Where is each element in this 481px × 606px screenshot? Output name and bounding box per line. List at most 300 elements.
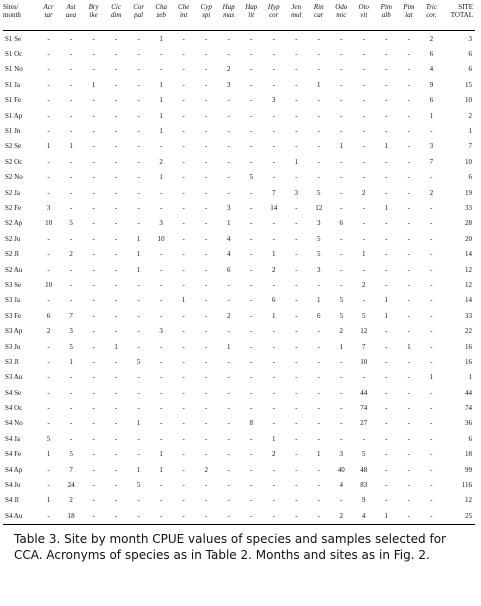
cpue-value-cell: - — [114, 111, 118, 120]
site-total-cell: 44 — [465, 388, 472, 397]
cpue-value-cell: 3 — [294, 188, 298, 197]
header-species-line: Jen — [291, 3, 302, 11]
cpue-value-cell: - — [430, 342, 433, 351]
site-month-cell: S3 Ju — [5, 342, 21, 351]
cpue-value-cell: 1 — [159, 173, 163, 182]
cpue-value-cell: - — [92, 450, 95, 459]
cpue-value-cell: - — [340, 203, 343, 212]
cpue-value-cell: 1 — [136, 234, 141, 243]
header-species — [105, 3, 128, 31]
cpue-value-cell: - — [340, 157, 343, 166]
header-species — [60, 3, 83, 31]
cpue-value-cell: - — [295, 465, 298, 474]
header-species-line: alb — [381, 11, 391, 19]
cpue-value-cell: 3 — [159, 219, 163, 228]
cpue-value-cell: - — [69, 173, 73, 182]
cpue-value-cell: - — [227, 434, 230, 443]
cpue-value-cell: 3 — [69, 327, 73, 336]
cpue-value-cell: - — [385, 34, 388, 43]
cpue-value-cell: 2 — [271, 450, 276, 459]
cpue-value-cell: - — [362, 234, 365, 243]
cpue-value-cell: - — [205, 127, 208, 136]
cpue-value-cell: 3 — [429, 142, 434, 151]
cpue-value-cell: - — [159, 496, 163, 505]
cpue-value-cell: - — [317, 96, 320, 105]
cpue-value-cell: - — [227, 127, 230, 136]
cpue-value-cell: - — [227, 327, 230, 336]
cpue-value-cell: 12 — [315, 203, 323, 212]
cpue-value-cell: 1 — [159, 34, 163, 43]
table-row — [3, 46, 475, 61]
cpue-value-cell: - — [92, 173, 95, 182]
cpue-value-cell: - — [295, 50, 298, 59]
cpue-value-cell: - — [340, 80, 343, 89]
cpue-value-cell: - — [137, 296, 140, 305]
cpue-value-cell: 1 — [159, 450, 163, 459]
cpue-value-cell: - — [362, 50, 365, 59]
cpue-value-cell: - — [430, 404, 433, 413]
cpue-value-cell: - — [92, 265, 95, 274]
cpue-value-cell: - — [295, 127, 298, 136]
cpue-value-cell: - — [430, 481, 433, 490]
cpue-value-cell: 5 — [317, 234, 321, 243]
cpue-value-cell: - — [295, 496, 298, 505]
cpue-value-cell: - — [340, 434, 343, 443]
cpue-value-cell: 40 — [337, 465, 345, 474]
cpue-value-cell: - — [407, 357, 410, 366]
cpue-value-cell: - — [272, 342, 275, 351]
site-total-cell: 36 — [465, 419, 472, 428]
table-row — [3, 400, 475, 415]
cpue-value-cell: - — [430, 496, 433, 505]
cpue-value-cell: 1 — [429, 111, 434, 120]
table-row — [3, 308, 475, 323]
cpue-value-cell: 1 — [69, 357, 73, 366]
header-species — [308, 3, 331, 31]
site-month-cell: S4 No — [5, 419, 23, 428]
cpue-value-cell: 1 — [271, 434, 276, 443]
cpue-value-cell: 12 — [360, 327, 368, 336]
table-row — [3, 77, 475, 92]
cpue-value-cell: - — [317, 419, 320, 428]
cpue-value-cell: - — [92, 419, 95, 428]
cpue-value-cell: - — [205, 496, 208, 505]
header-species-line: Pim — [403, 3, 415, 11]
cpue-value-cell: - — [362, 203, 365, 212]
cpue-value-cell: - — [272, 280, 275, 289]
cpue-value-cell: - — [227, 157, 230, 166]
cpue-value-cell: - — [272, 34, 275, 43]
site-total-cell: 7 — [468, 142, 472, 151]
cpue-value-cell: - — [227, 96, 230, 105]
cpue-value-cell: - — [407, 250, 410, 259]
cpue-value-cell: - — [82, 508, 105, 524]
cpue-value-cell: - — [362, 265, 365, 274]
site-month-cell: S2 No — [5, 173, 23, 182]
cpue-value-cell: - — [227, 481, 230, 490]
cpue-value-cell: - — [205, 111, 208, 120]
cpue-value-cell: - — [272, 357, 275, 366]
cpue-value-cell: - — [159, 142, 163, 151]
cpue-value-cell: - — [308, 508, 331, 524]
cpue-value-cell: - — [407, 373, 410, 382]
header-species — [150, 3, 173, 31]
header-species-line: tar — [44, 11, 53, 19]
site-total-cell: 16 — [465, 357, 472, 366]
cpue-value-cell: 6 — [271, 296, 276, 305]
table-row — [3, 262, 475, 277]
cpue-value-cell: - — [250, 434, 253, 443]
cpue-value-cell: - — [205, 388, 208, 397]
cpue-value-cell: - — [407, 188, 410, 197]
header-species-line: Che — [178, 3, 190, 11]
cpue-value-cell: - — [295, 250, 298, 259]
cpue-value-cell: - — [159, 296, 163, 305]
cpue-value-cell: - — [182, 157, 185, 166]
cpue-value-cell: - — [137, 404, 140, 413]
table-header-row — [3, 3, 475, 31]
cpue-value-cell: - — [385, 450, 388, 459]
cpue-value-cell: - — [69, 34, 73, 43]
cpue-value-cell: - — [317, 127, 320, 136]
cpue-value-cell: - — [250, 327, 253, 336]
cpue-value-cell: 5 — [362, 311, 366, 320]
table-row — [3, 493, 475, 508]
cpue-value-cell: - — [114, 388, 118, 397]
site-month-cell: S3 Jl — [5, 357, 19, 366]
cpue-value-cell: - — [205, 80, 208, 89]
header-species — [127, 3, 150, 31]
cpue-value-cell: - — [69, 96, 73, 105]
cpue-value-cell: - — [295, 434, 298, 443]
cpue-value-cell: 1 — [136, 419, 141, 428]
cpue-value-cell: - — [407, 219, 410, 228]
cpue-value-cell: 1 — [136, 465, 141, 474]
cpue-value-cell: - — [430, 465, 433, 474]
cpue-value-cell: - — [317, 373, 320, 382]
cpue-value-cell: - — [340, 404, 343, 413]
cpue-value-cell: - — [250, 34, 253, 43]
cpue-value-cell: - — [92, 434, 95, 443]
cpue-value-cell: 1 — [339, 342, 344, 351]
cpue-value-cell: - — [362, 127, 365, 136]
cpue-value-cell: - — [340, 65, 343, 74]
cpue-value-cell: - — [205, 311, 208, 320]
cpue-value-cell: - — [114, 157, 118, 166]
cpue-value-cell: 5 — [136, 357, 141, 366]
cpue-value-cell: - — [250, 388, 253, 397]
header-species — [240, 3, 263, 31]
cpue-value-cell: - — [205, 280, 208, 289]
header-species-line: Oto — [358, 3, 370, 11]
cpue-value-cell: - — [205, 234, 208, 243]
cpue-value-cell: - — [227, 373, 230, 382]
cpue-value-cell: - — [114, 234, 118, 243]
header-species-line: Odo — [335, 3, 348, 11]
cpue-value-cell: 1 — [114, 342, 118, 351]
cpue-value-cell: - — [430, 419, 433, 428]
cpue-value-cell: - — [317, 142, 320, 151]
cpue-value-cell: - — [385, 388, 388, 397]
cpue-value-cell: - — [205, 265, 208, 274]
cpue-value-cell: - — [272, 127, 275, 136]
cpue-value-cell: - — [250, 127, 253, 136]
cpue-value-cell: - — [385, 404, 388, 413]
cpue-value-cell: - — [362, 173, 365, 182]
cpue-value-cell: - — [159, 419, 163, 428]
cpue-value-cell: 3 — [46, 203, 51, 212]
site-total-cell: 14 — [465, 250, 472, 259]
cpue-value-cell: - — [205, 419, 208, 428]
cpue-value-cell: - — [317, 173, 320, 182]
cpue-value-cell: - — [182, 65, 185, 74]
cpue-value-cell: - — [272, 80, 275, 89]
table-row — [3, 370, 475, 385]
cpue-value-cell: - — [227, 34, 230, 43]
cpue-value-cell: - — [430, 450, 433, 459]
cpue-value-cell: - — [182, 142, 185, 151]
cpue-value-cell: - — [114, 404, 118, 413]
cpue-value-cell: - — [69, 157, 73, 166]
cpue-value-cell: - — [250, 404, 253, 413]
cpue-value-cell: - — [92, 50, 95, 59]
cpue-value-cell: - — [114, 327, 118, 336]
header-species-line: dim — [110, 11, 122, 19]
cpue-value-cell: - — [92, 373, 95, 382]
cpue-value-cell: 5 — [249, 173, 253, 182]
cpue-value-cell: - — [407, 203, 410, 212]
cpue-value-cell: - — [182, 465, 185, 474]
cpue-value-cell: 4 — [353, 508, 376, 524]
cpue-value-cell: 3 — [226, 203, 231, 212]
table-container — [3, 3, 475, 525]
header-species — [37, 3, 60, 31]
cpue-value-cell: - — [92, 127, 95, 136]
cpue-value-cell: - — [92, 404, 95, 413]
cpue-value-cell: - — [430, 219, 433, 228]
cpue-value-cell: - — [295, 357, 298, 366]
table-row — [3, 123, 475, 138]
cpue-value-cell: - — [182, 481, 185, 490]
cpue-value-cell: - — [137, 311, 140, 320]
cpue-value-cell: - — [407, 234, 410, 243]
site-month-cell: S2 Se — [5, 142, 22, 151]
cpue-value-cell: - — [295, 142, 298, 151]
header-species — [195, 3, 218, 31]
cpue-value-cell: - — [295, 111, 298, 120]
cpue-value-cell: 9 — [362, 496, 366, 505]
table-row — [3, 139, 475, 154]
cpue-value-cell: - — [205, 250, 208, 259]
site-total-cell: 14 — [465, 296, 472, 305]
cpue-value-cell: - — [295, 404, 298, 413]
cpue-value-cell: 6 — [226, 265, 231, 274]
site-month-cell: S4 Ju — [5, 481, 21, 490]
site-total-cell: 116 — [461, 481, 472, 490]
header-species-line: Bry — [88, 3, 99, 11]
cpue-value-cell: - — [262, 508, 285, 524]
cpue-value-cell: 5 — [317, 188, 321, 197]
cpue-value-cell: - — [362, 65, 365, 74]
cpue-value-cell: - — [385, 434, 388, 443]
cpue-value-cell: 24 — [67, 481, 75, 490]
cpue-value-cell: - — [272, 327, 275, 336]
cpue-value-cell: - — [362, 96, 365, 105]
cpue-value-cell: - — [205, 327, 208, 336]
header-species-line: Cor — [133, 3, 145, 11]
cpue-value-cell: - — [340, 280, 343, 289]
cpue-value-cell: 1 — [136, 250, 141, 259]
cpue-value-cell: 2 — [159, 157, 163, 166]
cpue-value-cell: - — [159, 434, 163, 443]
site-month-cell: S1 Oc — [5, 50, 23, 59]
cpue-value-cell: - — [340, 373, 343, 382]
cpue-value-cell: - — [114, 203, 118, 212]
cpue-value-cell: - — [407, 265, 410, 274]
site-total-cell: 25 — [443, 508, 475, 524]
cpue-value-cell: - — [272, 465, 275, 474]
cpue-value-cell: - — [137, 434, 140, 443]
cpue-value-cell: 1 — [159, 96, 163, 105]
table-row — [3, 323, 475, 338]
table-row — [3, 231, 475, 246]
cpue-value-cell: - — [272, 496, 275, 505]
cpue-value-cell: - — [272, 111, 275, 120]
cpue-value-cell: - — [407, 481, 410, 490]
header-species-line: lit — [248, 11, 255, 19]
header-species-line: Cic — [111, 3, 121, 11]
cpue-value-cell: - — [407, 111, 410, 120]
cpue-value-cell: 1 — [159, 80, 163, 89]
cpue-value-cell: - — [250, 50, 253, 59]
header-species-line: lat — [405, 11, 413, 19]
cpue-value-cell: - — [250, 157, 253, 166]
cpue-value-cell: - — [317, 388, 320, 397]
cpue-value-cell: - — [114, 311, 118, 320]
cpue-value-cell: - — [205, 142, 208, 151]
cpue-value-cell: - — [317, 34, 320, 43]
cpue-value-cell: - — [295, 280, 298, 289]
site-total-cell: 33 — [465, 203, 472, 212]
cpue-value-cell: 1 — [317, 80, 321, 89]
cpue-value-cell: - — [92, 311, 95, 320]
cpue-value-cell: - — [137, 34, 140, 43]
cpue-value-cell: - — [250, 373, 253, 382]
cpue-value-cell: 6 — [317, 311, 321, 320]
cpue-value-cell: - — [250, 280, 253, 289]
cpue-value-cell: - — [385, 127, 388, 136]
cpue-value-cell: - — [114, 188, 118, 197]
cpue-value-cell: 1 — [69, 142, 73, 151]
site-total-cell: 3 — [468, 34, 472, 43]
table-row — [3, 354, 475, 369]
cpue-value-cell: - — [407, 327, 410, 336]
cpue-value-cell: - — [317, 50, 320, 59]
cpue-value-cell: - — [47, 250, 50, 259]
cpue-value-cell: - — [137, 96, 140, 105]
cpue-value-cell: 2 — [271, 265, 276, 274]
cpue-value-cell: 1 — [384, 296, 389, 305]
cpue-value-cell: - — [385, 342, 388, 351]
site-total-cell: 15 — [465, 80, 472, 89]
cpue-value-cell: - — [430, 265, 433, 274]
cpue-value-cell: - — [92, 34, 95, 43]
cpue-value-cell: - — [47, 111, 50, 120]
header-species-line: aea — [66, 11, 77, 19]
cpue-value-cell: - — [69, 373, 73, 382]
cpue-value-cell: - — [272, 404, 275, 413]
cpue-value-cell: - — [137, 157, 140, 166]
table-row — [3, 216, 475, 231]
cpue-value-cell: 7 — [69, 465, 73, 474]
cpue-value-cell: - — [317, 342, 320, 351]
cpue-value-cell: - — [385, 188, 388, 197]
cpue-value-cell: - — [250, 142, 253, 151]
cpue-value-cell: 5 — [46, 434, 51, 443]
site-month-cell: S4 Au — [3, 508, 37, 524]
cpue-value-cell: 6 — [429, 96, 434, 105]
cpue-value-cell: - — [227, 296, 230, 305]
cpue-value-cell: - — [295, 450, 298, 459]
header-species-line: ike — [89, 11, 98, 19]
cpue-value-cell: - — [385, 496, 388, 505]
cpue-value-cell: - — [385, 250, 388, 259]
cpue-value-cell: 2 — [69, 250, 73, 259]
cpue-value-cell: 3 — [226, 80, 231, 89]
cpue-value-cell: - — [69, 434, 73, 443]
cpue-value-cell: - — [182, 111, 185, 120]
cpue-value-cell: - — [240, 508, 263, 524]
site-total-cell: 12 — [465, 280, 472, 289]
cpue-value-cell: - — [69, 203, 73, 212]
cpue-value-cell: - — [69, 188, 73, 197]
cpue-value-cell: - — [47, 65, 50, 74]
cpue-value-cell: - — [250, 342, 253, 351]
site-total-cell: 12 — [465, 265, 472, 274]
cpue-value-cell: - — [182, 388, 185, 397]
cpue-value-cell: - — [317, 65, 320, 74]
cpue-value-cell: - — [407, 388, 410, 397]
cpue-value-cell: 4 — [226, 250, 231, 259]
cpue-value-cell: - — [317, 496, 320, 505]
cpue-value-cell: - — [69, 404, 73, 413]
table-body — [3, 31, 475, 525]
cpue-value-cell: - — [47, 481, 50, 490]
cpue-value-cell: 6 — [46, 311, 51, 320]
cpue-value-cell: - — [362, 111, 365, 120]
site-total-cell: 10 — [465, 96, 472, 105]
cpue-value-cell: - — [159, 265, 163, 274]
cpue-value-cell: - — [430, 203, 433, 212]
cpue-value-cell: - — [69, 111, 73, 120]
cpue-value-cell: - — [205, 96, 208, 105]
cpue-value-cell: - — [182, 96, 185, 105]
cpue-value-cell: - — [340, 111, 343, 120]
header-species-line: vit — [360, 11, 368, 19]
site-month-cell: S1 Se — [5, 34, 22, 43]
cpue-value-cell: - — [385, 280, 388, 289]
cpue-value-cell: - — [362, 34, 365, 43]
cpue-value-cell: - — [407, 465, 410, 474]
cpue-value-cell: - — [317, 280, 320, 289]
cpue-value-cell: 5 — [339, 296, 344, 305]
cpue-value-cell: - — [182, 250, 185, 259]
cpue-value-cell: - — [272, 481, 275, 490]
cpue-value-cell: - — [92, 388, 95, 397]
cpue-value-cell: - — [385, 419, 388, 428]
cpue-value-cell: - — [69, 50, 73, 59]
cpue-value-cell: - — [340, 419, 343, 428]
